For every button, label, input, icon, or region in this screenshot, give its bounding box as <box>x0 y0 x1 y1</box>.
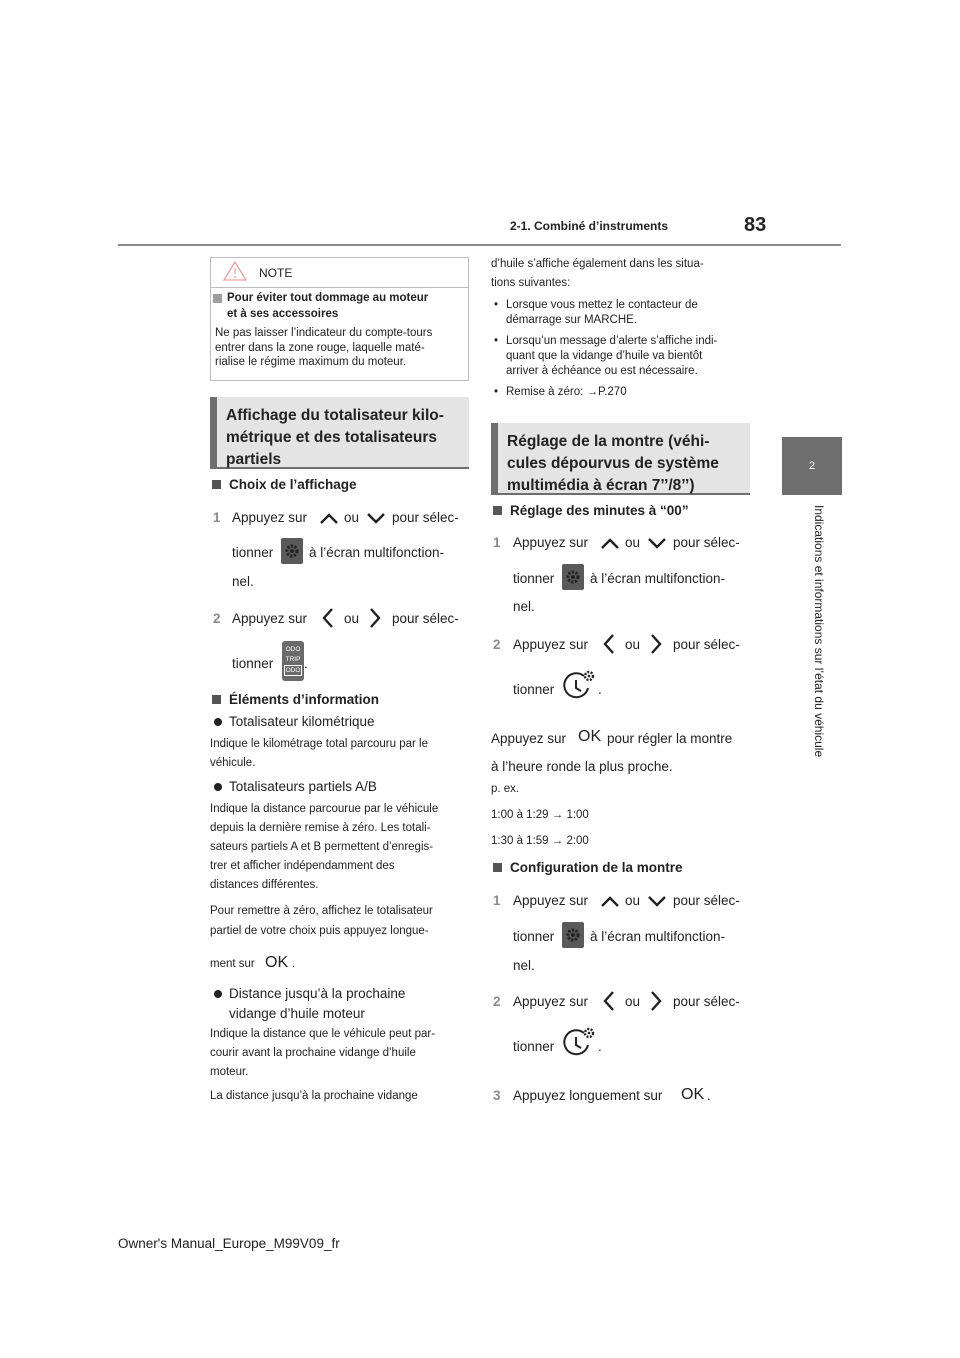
chevron-up-icon <box>600 894 620 908</box>
heading-line1: Affichage du totalisateur kilo- <box>226 407 444 424</box>
list-item-line: quant que la vidange d’huile va bientôt <box>506 350 703 362</box>
chevron-up-icon <box>600 536 620 550</box>
chevron-down-icon <box>366 511 386 525</box>
body-text: d’huile s’affiche également dans les situa- <box>491 258 704 270</box>
step-text: nel. <box>232 574 254 589</box>
bullet-icon <box>214 990 222 998</box>
step-text: Appuyez sur <box>513 893 589 908</box>
bullet-icon <box>214 718 222 726</box>
chevron-right-icon <box>649 990 663 1012</box>
item-title: Totalisateur kilométrique <box>229 714 375 729</box>
gear-icon <box>562 564 584 590</box>
step-text: tionner <box>513 929 555 944</box>
heading-line3: partiels <box>226 451 282 468</box>
heading-odometer <box>210 397 469 469</box>
step-text: . <box>707 1088 711 1103</box>
list-item-line: Lorsque vous mettez le contacteur de <box>506 299 698 311</box>
step-text: ou <box>625 994 641 1009</box>
item-text: courir avant la prochaine vidange d’huile <box>210 1047 416 1059</box>
chevron-up-icon <box>319 511 339 525</box>
note-subtitle-line2: et à ses accessoires <box>227 308 339 320</box>
item-title: Distance jusqu’à la prochaine <box>229 986 406 1001</box>
item-text: Indique la distance parcourue par le véhicule <box>210 803 439 815</box>
clock-settings-icon <box>562 666 602 702</box>
page-number: 83 <box>744 214 767 236</box>
heading-line2: métrique et des totalisateurs <box>226 429 438 446</box>
step-text: tionner <box>513 1039 555 1054</box>
trip-label: TRIP <box>285 656 301 663</box>
chapter-number: 2 <box>808 460 816 472</box>
chevron-right-icon <box>649 633 663 655</box>
step-text: tionner <box>232 545 274 560</box>
subheading-display-choice: Choix de l’affichage <box>212 477 357 492</box>
example-line: 1:00 à 1:29 → 1:00 <box>491 809 589 821</box>
list-item-line: démarrage sur MARCHE. <box>506 314 638 326</box>
list-item-line: arriver à échéance ou est nécessaire. <box>506 365 698 377</box>
step-text: Appuyez longuement sur <box>513 1088 663 1103</box>
svg-text:OK: OK <box>681 1086 705 1101</box>
item-text: Indique la distance que le véhicule peut par- <box>210 1028 436 1040</box>
step-text: nel. <box>513 958 535 973</box>
step-text: Appuyez sur <box>232 611 308 626</box>
step-text: ou <box>625 893 641 908</box>
step-number: 2 <box>493 994 501 1009</box>
body-text: Appuyez sur <box>491 731 567 746</box>
heading-line2: cules dépourvus de système <box>507 455 719 472</box>
item-text: La distance jusqu’à la prochaine vidange <box>210 1090 418 1102</box>
step-number: 1 <box>493 893 501 908</box>
section-header: 2-1. Combiné d’instruments <box>510 219 669 233</box>
step-text: à l’écran multifonction- <box>590 929 726 944</box>
body-text: pour régler la montre <box>607 731 733 746</box>
chevron-down-icon <box>647 894 667 908</box>
step-number: 1 <box>493 535 501 550</box>
note-body <box>215 326 465 370</box>
chapter-side-text: Indications et informations sur l’état du véhicule <box>812 505 826 758</box>
item-text: ment sur <box>210 958 255 970</box>
item-text: depuis la dernière remise à zéro. Les totali- <box>210 822 431 834</box>
step-text: pour sélec- <box>392 611 459 626</box>
heading-line1: Réglage de la montre (véhi- <box>507 433 710 450</box>
clock-settings-icon <box>562 1023 602 1059</box>
item-text: Pour remettre à zéro, affichez le totalisateur <box>210 905 433 917</box>
heading-clock-setting <box>491 423 750 495</box>
header-divider <box>118 244 841 246</box>
footer-text: Owner's Manual_Europe_M99V09_fr <box>118 1236 340 1251</box>
step-text: . <box>598 682 602 697</box>
subheading-info-items: Éléments d’information <box>212 692 379 707</box>
odo-trip-icon <box>282 641 304 681</box>
item-text: partiel de votre choix puis appuyez longue- <box>210 925 429 937</box>
square-bullet-icon <box>213 294 222 303</box>
list-item <box>494 298 698 328</box>
list-item-line: Lorsqu’un message d’alerte s’affiche indi- <box>506 335 718 347</box>
step-text: Appuyez sur <box>513 637 589 652</box>
item-title: vidange d’huile moteur <box>229 1006 365 1021</box>
note-body-line3: rialise le régime maximum du moteur. <box>215 356 407 368</box>
step-number: 2 <box>493 637 501 652</box>
list-item <box>494 385 627 400</box>
step-text: ou <box>625 535 641 550</box>
step-number: 2 <box>213 611 221 626</box>
bullet-icon <box>214 783 222 791</box>
step-text: pour sélec- <box>673 893 740 908</box>
chevron-left-icon <box>602 990 616 1012</box>
step-text: tionner <box>232 656 274 671</box>
item-text: moteur. <box>210 1066 249 1078</box>
note-body-line2: entrer dans la zone rouge, laquelle maté- <box>215 341 425 354</box>
list-item-line: Remise à zéro: →P.270 <box>506 386 627 398</box>
step-text: pour sélec- <box>392 510 459 525</box>
step-text: pour sélec- <box>673 994 740 1009</box>
step-text: ou <box>344 611 360 626</box>
step-text: . <box>598 1039 602 1054</box>
step-text: nel. <box>513 599 535 614</box>
step-text: tionner <box>513 571 555 586</box>
item-text: distances différentes. <box>210 879 319 891</box>
body-text: tions suivantes: <box>491 277 571 289</box>
gear-icon <box>562 922 584 948</box>
chevron-left-icon <box>602 633 616 655</box>
heading-line3: multimédia à écran 7’’/8’’) <box>507 477 695 494</box>
chevron-left-icon <box>321 607 335 629</box>
bullet-icon: • <box>494 299 499 311</box>
gear-icon <box>281 538 303 564</box>
item-text: trer et afficher indépendamment des <box>210 860 395 872</box>
warning-icon <box>222 260 248 282</box>
subheading-clock-config: Configuration de la montre <box>493 860 683 875</box>
chevron-down-icon <box>647 536 667 550</box>
step-text: tionner <box>513 682 555 697</box>
ok-icon <box>264 953 290 969</box>
item-text: Indique le kilométrage total parcouru par le <box>210 738 428 750</box>
note-subtitle-line1: Pour éviter tout dommage au moteur <box>227 292 429 304</box>
ok-icon <box>577 727 603 743</box>
note-subtitle <box>213 290 463 322</box>
step-text: Appuyez sur <box>513 535 589 550</box>
item-text: . <box>292 958 296 970</box>
chapter-tab <box>782 437 842 495</box>
ok-icon <box>680 1085 706 1101</box>
subheading-minutes: Réglage des minutes à “00” <box>493 503 689 518</box>
body-text: à l’heure ronde la plus proche. <box>491 759 673 774</box>
note-body-line1: Ne pas laisser l’indicateur du compte-tours <box>215 327 433 339</box>
odo-label: ODO <box>285 667 301 674</box>
step-text: Appuyez sur <box>513 994 589 1009</box>
list-item <box>494 334 718 379</box>
svg-text:OK: OK <box>265 954 289 969</box>
step-text: à l’écran multifonction- <box>590 571 726 586</box>
item-text: véhicule. <box>210 757 256 769</box>
step-text: pour sélec- <box>673 535 740 550</box>
step-text: . <box>304 656 308 671</box>
note-title: NOTE <box>259 265 293 280</box>
item-text: sateurs partiels A et B permettent d’enregis- <box>210 841 434 853</box>
step-text: ou <box>625 637 641 652</box>
example-line: 1:30 à 1:59 → 2:00 <box>491 835 589 847</box>
step-number: 3 <box>493 1088 501 1103</box>
bullet-icon: • <box>494 386 499 398</box>
odo-label: ODO <box>285 646 301 653</box>
step-number: 1 <box>213 510 221 525</box>
step-text: ou <box>344 510 360 525</box>
chapter-side-label <box>812 505 828 805</box>
example-label: p. ex. <box>491 783 520 795</box>
item-title: Totalisateurs partiels A/B <box>229 779 377 794</box>
step-text: Appuyez sur <box>232 510 308 525</box>
chevron-right-icon <box>368 607 382 629</box>
svg-text:OK: OK <box>578 728 602 743</box>
note-header <box>211 258 468 288</box>
bullet-icon: • <box>494 335 499 347</box>
step-text: à l’écran multifonction- <box>309 545 445 560</box>
step-text: pour sélec- <box>673 637 740 652</box>
